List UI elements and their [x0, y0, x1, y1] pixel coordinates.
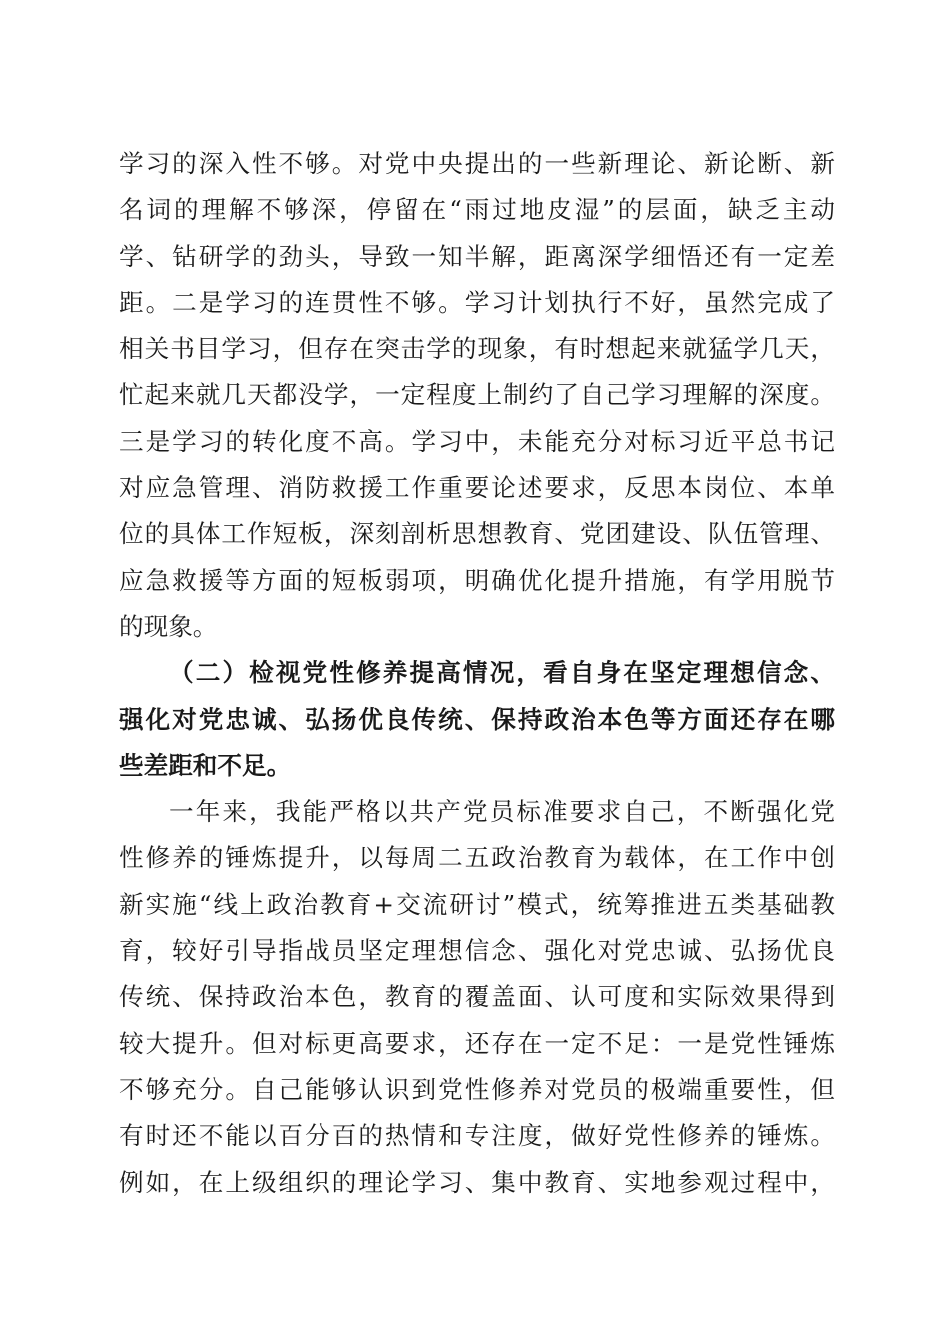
text-line: 对应急管理、消防救援工作重要论述要求，反思本岗位、本单 — [119, 473, 835, 503]
text-line: 有时还不能以百分百的热情和专注度，做好党性修养的锤炼。 — [119, 1121, 835, 1151]
document-body — [119, 141, 835, 1206]
text-line: 的现象。 — [119, 611, 218, 641]
paragraph-party-spirit — [119, 789, 835, 1206]
heading-line: （二）检视党性修养提高情况，看自身在坚定理想信念、 — [169, 658, 835, 688]
text-line: 三是学习的转化度不高。学习中，未能充分对标习近平总书记 — [119, 426, 835, 456]
text-line: 应急救援等方面的短板弱项，明确优化提升措施，有学用脱节 — [119, 565, 835, 595]
text-line: 忙起来就几天都没学，一定程度上制约了自己学习理解的深度。 — [119, 380, 835, 410]
text-line: 育，较好引导指战员坚定理想信念、强化对党忠诚、弘扬优良 — [119, 936, 835, 966]
text-line: 不够充分。自己能够认识到党性修养对党员的极端重要性，但 — [119, 1074, 835, 1104]
section-heading-party-spirit — [119, 650, 835, 789]
text-line: 新实施“线上政治教育+交流研讨”模式，统筹推进五类基础教 — [119, 889, 835, 919]
text-line: 学、钻研学的劲头，导致一知半解，距离深学细悟还有一定差 — [119, 241, 835, 271]
text-line: 例如，在上级组织的理论学习、集中教育、实地参观过程中， — [119, 1167, 835, 1197]
text-line: 学习的深入性不够。对党中央提出的一些新理论、新论断、新 — [119, 149, 835, 178]
text-line: 较大提升。但对标更高要求，还存在一定不足：一是党性锤炼 — [119, 1028, 835, 1058]
text-line: 传统、保持政治本色，教育的覆盖面、认可度和实际效果得到 — [119, 982, 835, 1012]
text-line: 名词的理解不够深，停留在“雨过地皮湿”的层面，缺乏主动 — [119, 195, 835, 225]
text-line: 位的具体工作短板，深刻剖析思想教育、党团建设、队伍管理、 — [119, 519, 835, 549]
text-line: 一年来，我能严格以共产党员标准要求自己，不断强化党 — [169, 797, 835, 827]
text-line: 性修养的锤炼提升，以每周二五政治教育为载体，在工作中创 — [119, 843, 835, 873]
text-line: 距。二是学习的连贯性不够。学习计划执行不好，虽然完成了 — [119, 287, 835, 317]
paragraph-study-shortcomings — [119, 141, 835, 650]
heading-line: 些差距和不足。 — [119, 750, 292, 780]
text-line: 相关书目学习，但存在突击学的现象，有时想起来就猛学几天， — [119, 334, 835, 364]
heading-line: 强化对党忠诚、弘扬优良传统、保持政治本色等方面还存在哪 — [119, 704, 835, 734]
